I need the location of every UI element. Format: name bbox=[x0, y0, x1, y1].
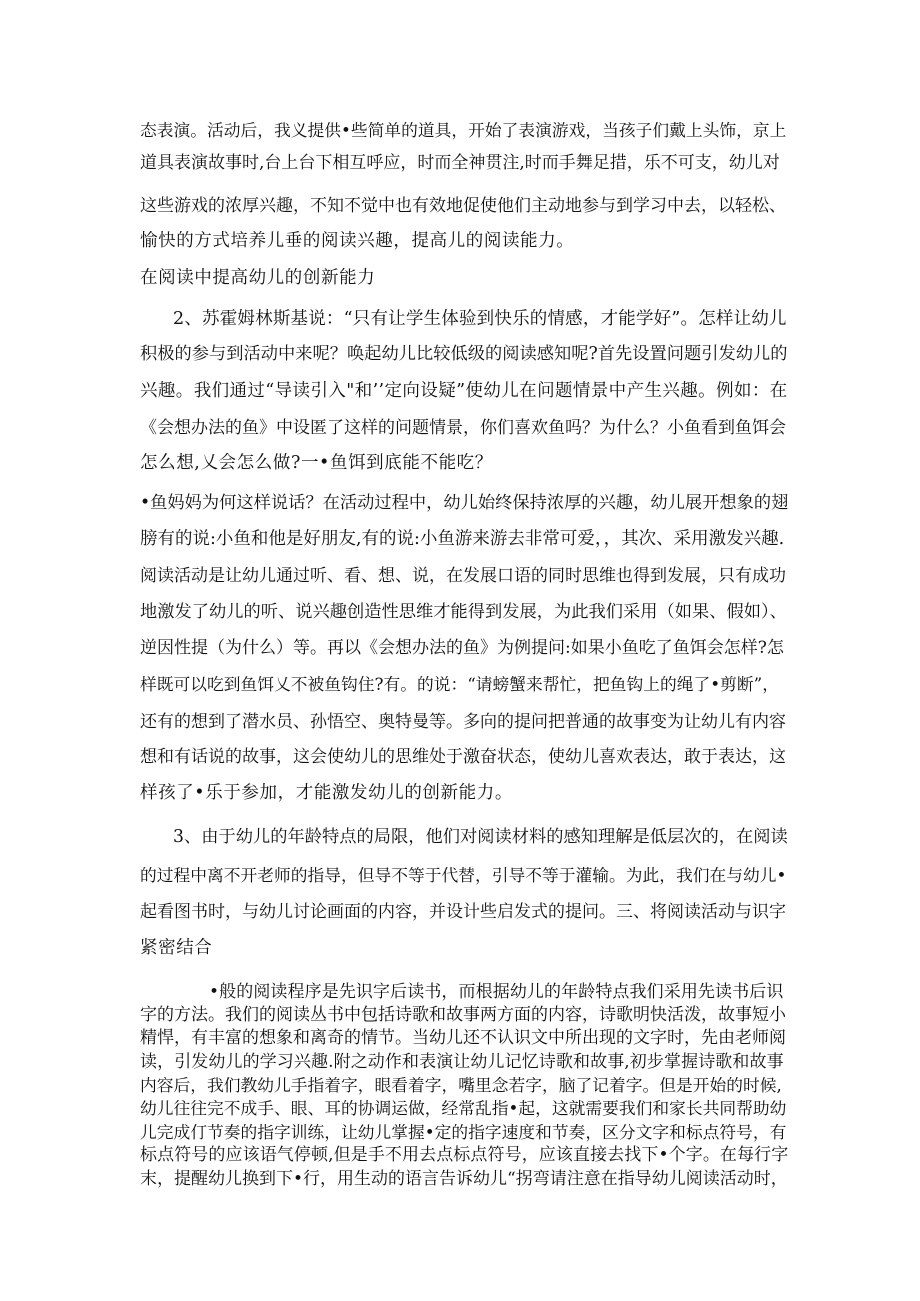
paragraph-3-line-7: 还有的想到了潜水员、孙悟空、奥特曼等。多向的提问把普通的故事变为让幼儿有内容 bbox=[140, 712, 786, 732]
paragraph-2-line-3: 兴趣。我们通过“导读引入"和’’定向设疑”使幼儿在问题情景中产生兴趣。例如：在 bbox=[140, 381, 788, 401]
paragraph-4-line-4: 紧密结合 bbox=[140, 938, 213, 958]
section-heading: 在阅读中提高幼儿的创新能力 bbox=[140, 268, 376, 288]
paragraph-3-line-4: 地激发了幼儿的听、说兴趣创造性思维才能得到发展，为此我们采用（如果、假如）、 bbox=[140, 602, 787, 622]
paragraph-3-line-8: 想和有话说的故事，这会使幼儿的思维处于激奋状态，使幼儿喜欢表达，敢于表达，这 bbox=[140, 747, 786, 767]
paragraph-4-line-1: 3、由于幼儿的年龄特点的局限，他们对阅读材料的感知理解是低层次的，在阅读 bbox=[173, 827, 788, 847]
paragraph-5-line-1: •般的阅读程序是先识字后读书，而根据幼儿的年龄特点我们采用先读书后识 bbox=[209, 982, 784, 1002]
paragraph-4-line-2: 的过程中离不开老师的指导，但导不等于代替，引导不等于灌输。为此，我们在与幼儿• bbox=[140, 865, 787, 885]
paragraph-3-line-2: 膀有的说:小鱼和他是好朋友,有的说:小鱼游来游去非常可爱，，其次、采用激发兴趣. bbox=[140, 529, 785, 549]
paragraph-1-line-3: 这些游戏的浓厚兴趣，不知不觉中也有效地促使他们主动地参与到学习中去，以轻松、 bbox=[140, 196, 786, 216]
paragraph-5-line-9: 末，提醒幼儿换到下•行，用生动的语言告诉幼儿“拐弯请注意在指导幼儿阅读活动时， bbox=[140, 1169, 788, 1189]
paragraph-2-line-2: 积极的参与到活动中来呢？唤起幼儿比较低级的阅读感知呢?首先设置问题引发幼儿的 bbox=[140, 344, 788, 364]
paragraph-3-line-6: 样既可以吃到鱼饵乂不被鱼钩住?有。的说：“请螃蟹来帮忙，把鱼钩上的绳了•剪断”， bbox=[140, 674, 779, 694]
paragraph-2-line-4: 《会想办法的鱼》中设匿了这样的问题情景，你们喜欢鱼吗？为什么？小鱼看到鱼饵会 bbox=[140, 418, 786, 438]
paragraph-4-line-3: 起看图书时，与幼儿讨论画面的内容，并设计些启发式的提问。三、将阅读活动与识字 bbox=[140, 902, 786, 922]
paragraph-5-line-4: 读，引发幼儿的学习兴趣.附之动作和表演让幼儿记忆诗歌和故事,初步掌握诗歌和故事 bbox=[140, 1052, 784, 1072]
paragraph-1-line-2: 道具表演故事时,台上台下相互呼应，时而全神贯注,时而手舞足措，乐不可支，幼儿对 bbox=[140, 153, 780, 173]
paragraph-3-line-5: 逆因性提（为什么）等。再以《会想办法的鱼》为例提问:如果小鱼吃了鱼饵会怎样?怎 bbox=[140, 638, 784, 658]
paragraph-2-line-1: 2、苏霍姆林斯基说：“只有让学生体验到快乐的情感，才能学好”。怎样让幼儿 bbox=[173, 309, 787, 329]
paragraph-5-line-7: 儿完成仃节奏的指字训练，让幼儿掌握•定的指字速度和节奏，区分文字和标点符号，有 bbox=[140, 1122, 787, 1142]
paragraph-5-line-6: 幼儿往往完不成手、眼、耳的协调运做，经常乱指•起，这就需要我们和家长共同帮助幼 bbox=[140, 1098, 787, 1118]
paragraph-3-line-3: 阅读活动是让幼儿通过听、看、想、说，在发展口语的同时思维也得到发展，只有成功 bbox=[140, 566, 786, 586]
paragraph-5-line-5: 内容后，我们教幼儿手指着字，眼看着字，嘴里念若字，脑了记着字。但是开始的时候, bbox=[140, 1075, 782, 1095]
paragraph-5-line-3: 精悍，有丰富的想象和离奇的情节。当幼儿还不认识文中所出现的文字时，先由老师阅 bbox=[140, 1028, 786, 1048]
paragraph-5-line-8: 标点符号的应该语气停顿,但是手不用去点标点符号，应该直接去找下•个字。在每行字 bbox=[140, 1145, 789, 1165]
paragraph-2-line-5: 怎么想,乂会怎么做?一•鱼饵到底能不能吃？ bbox=[140, 453, 493, 473]
paragraph-3-line-1: •鱼妈妈为何这样说话？在活动过程中，幼儿始终保持浓厚的兴趣，幼儿展开想象的翅 bbox=[140, 493, 789, 513]
paragraph-5-line-2: 字的方法。我们的阅读丛书中包括诗歌和故事两方面的内容，诗歌明快活泼，故事短小 bbox=[140, 1005, 786, 1025]
paragraph-1-line-1: 态表演。活动后，我义提供•些简单的道具，开始了表演游戏，当孩子们戴上头饰，京上 bbox=[140, 120, 787, 140]
paragraph-1-line-4: 愉快的方式培养儿垂的阅读兴趣，提高儿的阅读能力。 bbox=[140, 231, 575, 251]
paragraph-3-line-9: 样孩了•乐于参加，才能激发幼儿的创新能力。 bbox=[140, 783, 513, 803]
